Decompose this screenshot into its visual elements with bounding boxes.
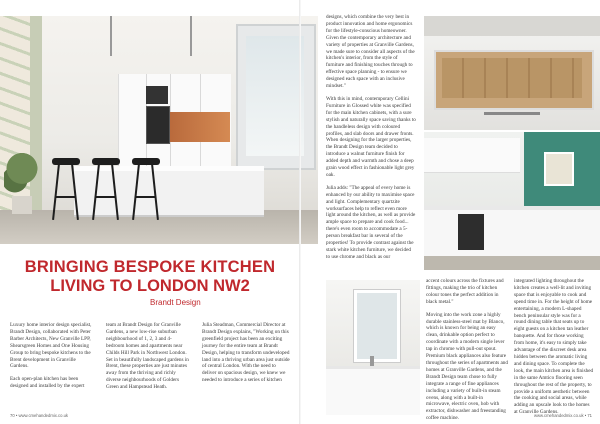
bar-stool	[52, 158, 80, 220]
paragraph: integrated lighting throughout the kitchen creates a well-lit and inviting space that is enjoyable to cook and spend time in. For the height of home entertaining, a modern L-shaped bench peninsular style was for a round dining table that seats up to eight guests on a kitchen tan leather banquette. And for those working from home, it's easy to simply take advantage of the discreet desk area hidden between the aromatic living and dining space. To complete the look, the main kitchen area is finished in the same Amtico flooring seen throughout the rest of the property, to provide a uniform aesthetic between the cooking and social areas, while adding an upscale look to the homes at Granville Gardens.	[514, 278, 594, 416]
sink-cabinet	[326, 366, 420, 415]
wall-art	[544, 152, 574, 186]
paragraph: With this in mind, contemporary Cellini Furniture in Glossed white was specified for the main kitchen cabinets, with a sure stylish and naturally space saving thanks to the handleless design with coloured profiles, and slab doors and drawer fronts. When designing for the larger properties, the Brandt Design team decided to introduce a walnut furniture finish for added depth and warmth and chose a deep grain wood effect in fashionable light grey oak.	[326, 95, 416, 178]
oven	[458, 214, 484, 250]
pendant-light	[190, 16, 192, 56]
paragraph: Julia Steadman, Commercial Director at Brandt Design explains, "Working on this greenfield project has been an exciting journey for the entire team at Brandt Design, helping to transform undeveloped land into a thriving urban area just outside of central London. With the need to deliver on spacious design, we knew we needed to introduce a series of kitchen	[202, 322, 290, 384]
oven-top	[146, 86, 168, 104]
pendant-light	[110, 16, 112, 56]
paragraph: Julia adds: "The appeal of every home is enhanced by our ability to maximise space and light. Complementary quartzite worksurfaces help to reflect even more light around the kitchen, as well as provide ample space to prepare and cook food... there's even room to accommodate a 5-person breakfast bar in several of the properties! To provide contrast against the stark white kitchen furniture, we decided to use chrome and black as our	[326, 184, 416, 260]
right-column-2	[426, 278, 508, 422]
byline: Brandt Design	[150, 298, 201, 307]
left-column-1	[10, 322, 94, 414]
right-column-3	[514, 278, 594, 414]
drawer-organiser-image	[424, 16, 600, 130]
floor	[424, 256, 600, 270]
paragraph: team at Brandt Design for Granville Gardens, a new low-rise suburban neighbourhood of 1, 2, 3 and 4-bedroom homes and apartments near Childs Hill Park in Northwest London. Set in beautifully landscaped gardens in Brent, these properties are just minutes away from the thriving and richly diverse neighbourhoods of Golders Green and Hampstead Heath.	[106, 322, 189, 391]
left-column-2	[106, 322, 190, 414]
backsplash	[170, 112, 230, 142]
worktop	[424, 16, 600, 36]
paragraph: Luxury home interior design specialist, Brandt Design, collaborated with Peter Barber Architects, New Granville LPP, Shearsgreen Homes and One Housing Group to bring bespoke kitchens to the Brent development in Granville Gardens.	[10, 322, 92, 370]
window	[354, 290, 400, 362]
article-title	[0, 258, 300, 296]
teal-wall-kitchen-image	[424, 132, 600, 270]
open-drawer	[434, 50, 594, 110]
oven	[146, 106, 170, 144]
bar-stool	[92, 158, 120, 220]
bar-stool	[132, 158, 160, 220]
plant	[4, 146, 40, 202]
title-line-1: BRINGING BESPOKE KITCHEN	[24, 258, 276, 276]
hero-kitchen-image	[0, 16, 318, 244]
paragraph: Each open-plan kitchen has been designed and installed by the expert	[10, 376, 85, 390]
paragraph: Moving into the work zone a highly durable stainless-steel mat by Blanco, which is known for being an easy clean, drinkable option perfect to coordinate with a modern single lever tap in chrome with pull-out spout. Premium black appliances also feature throughout the series of apartments and homes at Granville Gardens, and the Brandt Design team chose to fully integrate a range of fine appliances including a variety of built-in steam ovens, along with a built-in microwave, electric oven, hob with extractor, dishwasher and freestanding coffee machine.	[426, 311, 508, 422]
lower-cabinets	[424, 206, 600, 260]
sink-window-image	[326, 280, 420, 412]
title-line-2: LIVING TO LONDON NW2	[50, 277, 250, 295]
drawer-handle	[484, 112, 540, 115]
page-folio-right: www.cmehandedmix.co.uk • 71	[533, 413, 592, 418]
paragraph: accent colours across the fixtures and fittings, making the trio of kitchen colour tones the perfect addition in black metal."	[426, 278, 504, 305]
left-column-3	[202, 322, 290, 414]
paragraph: designs, which combine the very best in product innovation and home ergonomics for the lifestyle-conscious homeowner. Given the contemporary architecture and variety of properties at Granville Gardens, we made sure to consider all aspects of the kitchen's interior, from the style of furniture and finishing touches through to effective space planning - to ensure we designed each space with an inclusive mindset."	[326, 14, 415, 90]
upper-cabinets	[424, 138, 520, 173]
plant-pot	[12, 196, 32, 214]
page-folio-left: 70 • www.cmehandedmix.co.uk	[10, 413, 69, 418]
right-column-1	[326, 14, 416, 272]
